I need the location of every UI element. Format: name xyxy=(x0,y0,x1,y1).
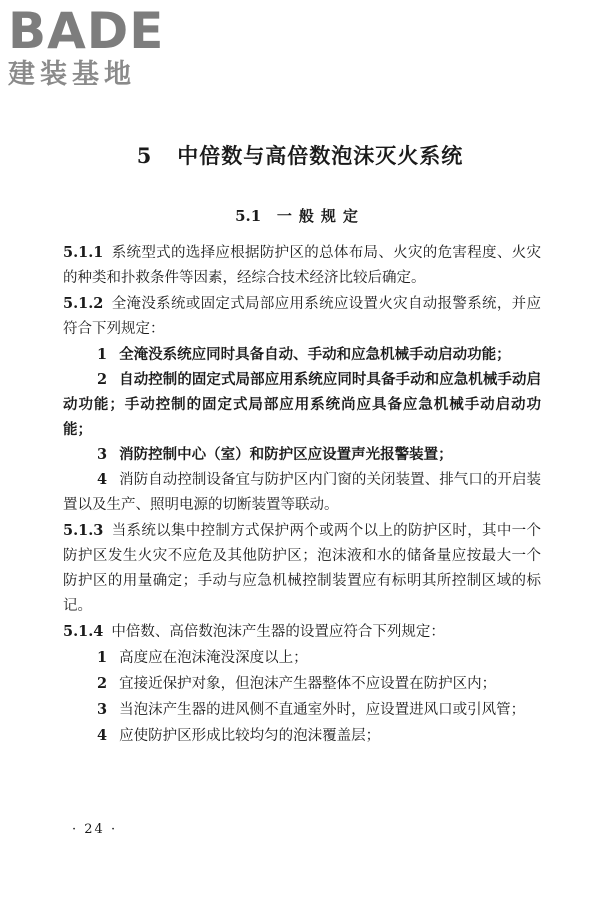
list-item xyxy=(63,367,541,442)
item-number: 1 xyxy=(97,346,108,363)
item-number: 3 xyxy=(97,446,108,463)
item-number: 4 xyxy=(97,727,108,744)
item-text: 当泡沫产生器的进风侧不直通室外时，应设置进风口或引风管； xyxy=(119,702,526,718)
item-text: 应使防护区形成比较均匀的泡沫覆盖层； xyxy=(119,728,381,744)
list-item xyxy=(63,645,541,671)
clause-5-1-3 xyxy=(63,518,541,619)
clause-number: 5.1.4 xyxy=(63,623,104,640)
page-number: · 24 · xyxy=(72,822,118,837)
item-text: 全淹没系统应同时具备自动、手动和应急机械手动启动功能； xyxy=(119,346,511,363)
list-item xyxy=(63,467,541,518)
clause-text: 全淹没系统或固定式局部应用系统应设置火灾自动报警系统，并应符合下列规定： xyxy=(63,296,541,337)
item-number: 1 xyxy=(97,649,108,666)
clause-5-1-1 xyxy=(63,240,541,291)
clause-5-1-4 xyxy=(63,619,541,645)
list-item xyxy=(63,442,541,467)
clause-number: 5.1.1 xyxy=(63,244,104,261)
clause-5-1-2 xyxy=(63,291,541,342)
document-body xyxy=(63,240,541,749)
list-item xyxy=(63,723,541,749)
bade-logo xyxy=(8,4,178,90)
item-text: 消防控制中心（室）和防护区应设置声光报警装置； xyxy=(119,446,453,463)
item-number: 3 xyxy=(97,701,108,718)
item-text: 消防自动控制设备宜与防护区内门窗的关闭装置、排气口的开启装置以及生产、照明电源的切断装置等联动。 xyxy=(63,472,541,513)
item-number: 4 xyxy=(97,471,108,488)
chapter-title-text: 中倍数与高倍数泡沫灭火系统 xyxy=(177,143,464,168)
chapter-title xyxy=(0,140,600,170)
clause-number: 5.1.2 xyxy=(63,295,104,312)
logo-subtitle: 建装基地 xyxy=(8,59,136,90)
clause-number: 5.1.3 xyxy=(63,522,104,539)
logo-wordmark: BADE xyxy=(8,2,165,60)
section-title-text: 一般规定 xyxy=(276,207,365,225)
clause-text: 系统型式的选择应根据防护区的总体布局、火灾的危害程度、火灾的种类和扑救条件等因素，经综合技术经济比较后确定。 xyxy=(63,245,541,286)
clause-text: 当系统以集中控制方式保护两个或两个以上的防护区时，其中一个防护区发生火灾不应危及其他防护区；泡沫液和水的储备量应按最大一个防护区的用量确定；手动与应急机械控制装置应有标明其所控制区域的标记。 xyxy=(63,523,541,614)
chapter-number: 5 xyxy=(136,143,153,168)
item-number: 2 xyxy=(97,675,108,692)
list-item xyxy=(63,697,541,723)
item-text: 自动控制的固定式局部应用系统应同时具备手动和应急机械手动启动功能；手动控制的固定式局部应用系统尚应具备应急机械手动启动功能； xyxy=(63,371,541,438)
list-item xyxy=(63,342,541,367)
item-number: 2 xyxy=(97,371,108,388)
section-title xyxy=(0,205,600,226)
clause-text: 中倍数、高倍数泡沫产生器的设置应符合下列规定： xyxy=(111,624,445,640)
item-text: 宜接近保护对象，但泡沫产生器整体不应设置在防护区内； xyxy=(119,676,497,692)
item-text: 高度应在泡沫淹没深度以上； xyxy=(119,650,308,666)
list-item xyxy=(63,671,541,697)
section-number: 5.1 xyxy=(235,207,262,225)
